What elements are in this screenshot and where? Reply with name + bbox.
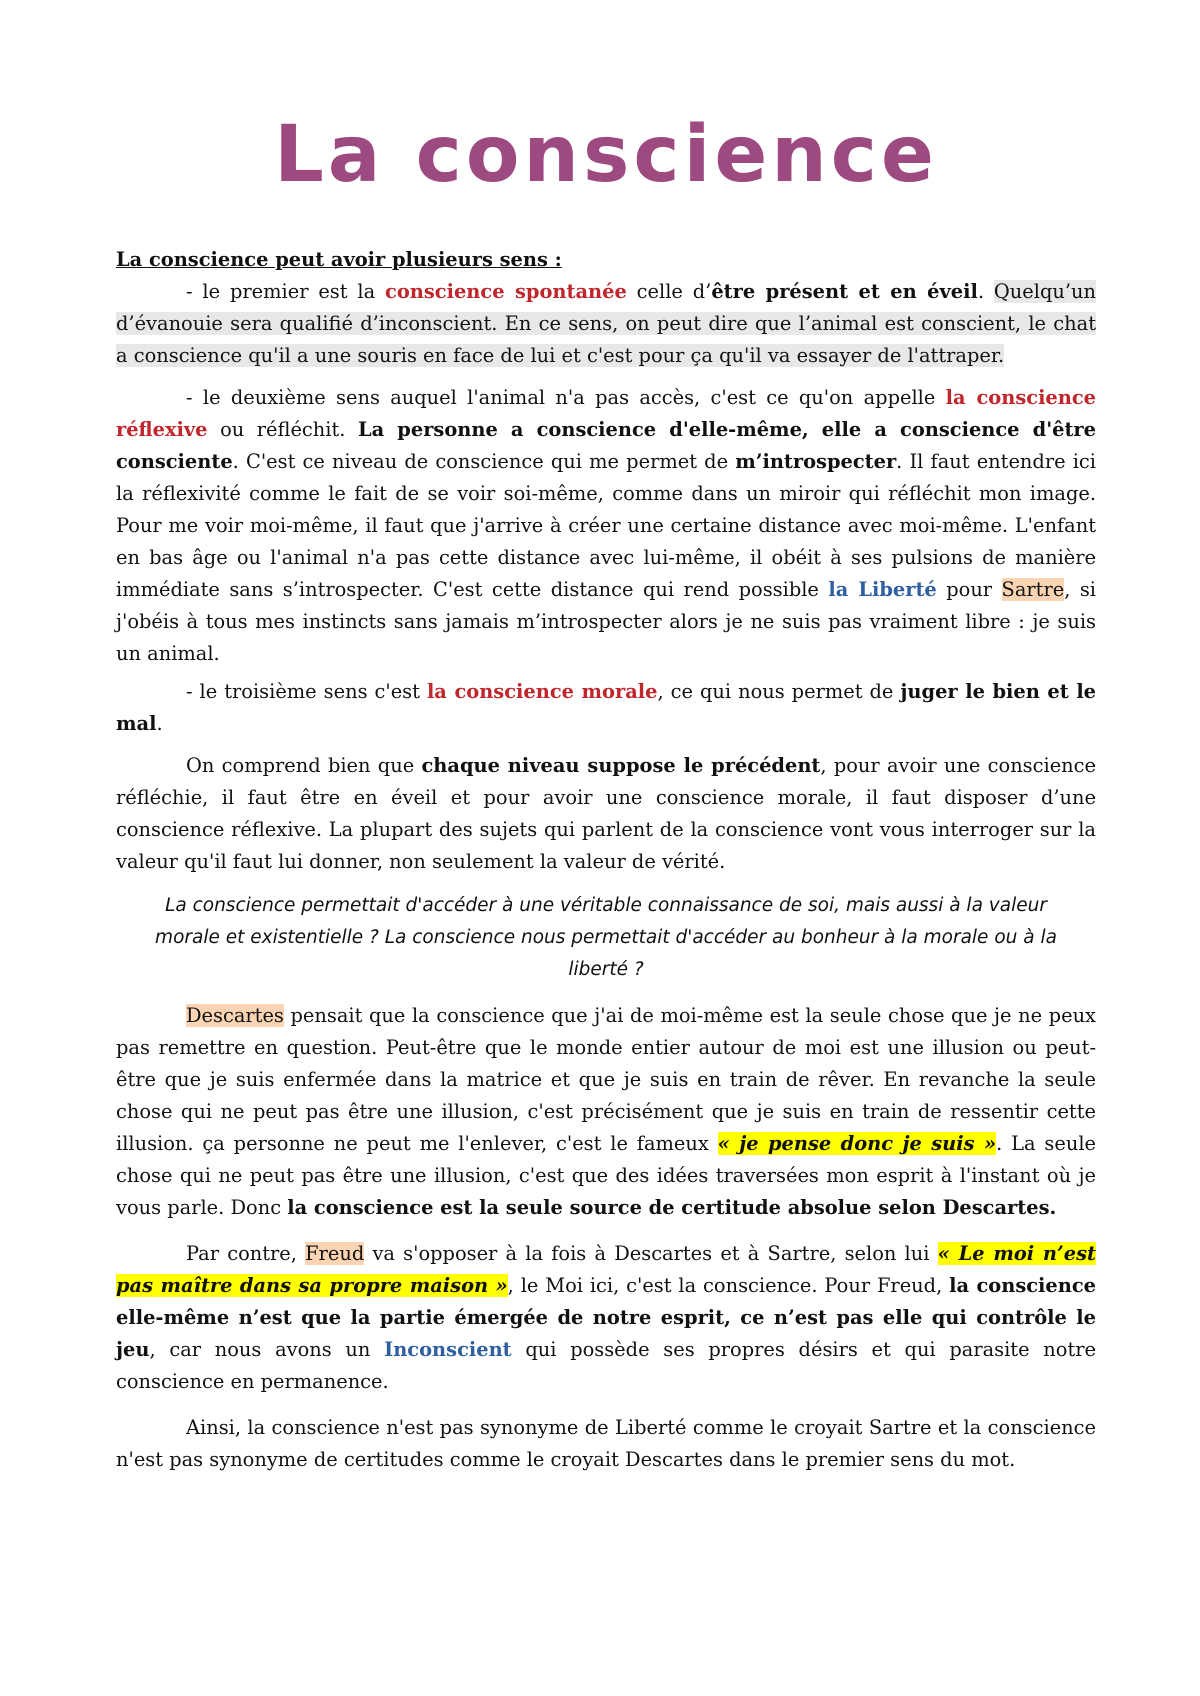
name-descartes: Descartes xyxy=(186,1004,284,1027)
term-conscience-morale: la conscience morale xyxy=(426,680,658,703)
bold-text: être présent et en éveil xyxy=(711,280,978,303)
text: - le premier est la xyxy=(186,280,386,303)
intro-heading: La conscience peut avoir plusieurs sens : xyxy=(116,248,562,271)
paragraph-sens-2 xyxy=(116,382,1096,670)
highlighted-quote: « je pense donc je suis » xyxy=(717,1132,997,1155)
text: , si j'obéis à tous mes instincts sans jamais m’introspecter alors je ne suis pas vraiment libre : je suis un animal. xyxy=(116,578,1096,665)
text: . La seule chose qui ne peut pas être une illusion, c'est que des idées traversées mon esprit à l'instant où je vous parle. Donc xyxy=(116,1132,1097,1219)
text: - le troisième sens c'est xyxy=(186,680,427,703)
text: va s'opposer à la fois à Descartes et à Sartre, selon lui xyxy=(364,1242,938,1265)
text: pour xyxy=(936,578,1002,601)
term-liberte: la Liberté xyxy=(828,578,937,601)
paragraph-conclusion: Ainsi, la conscience n'est pas synonyme de Liberté comme le croyait Sartre et la conscience n'est pas synonyme de certitudes comme le croyait Descartes dans le premier sens du mot. xyxy=(116,1416,1096,1471)
text: , le Moi ici, c'est la conscience. Pour Freud, xyxy=(507,1274,950,1297)
text: . Il faut entendre ici la réflexivité comme le fait de se voir soi-même, comme dans un miroir qui réfléchit mon image. Pour me voir moi-même, il faut que j'arrive à créer une certaine distance avec moi-même. L'enfant en bas âge ou l'animal n'a pas cette distance avec lui-même, il obéit à ses pulsions de manière immédiate sans s’introspecter. C'est cette distance qui rend possible xyxy=(116,450,1096,601)
name-freud: Freud xyxy=(305,1242,365,1265)
bold-text: juger le bien et le mal xyxy=(116,680,1097,735)
bold-text: la conscience est la seule source de certitude absolue selon Descartes. xyxy=(287,1196,1057,1219)
paragraph-freud xyxy=(116,1238,1096,1398)
bold-text: la conscience elle-même n’est que la partie émergée de notre esprit, ce n’est pas elle qui contrôle le jeu xyxy=(116,1274,1096,1361)
text: On comprend bien que xyxy=(186,754,422,777)
term-conscience-spontanee: conscience spontanée xyxy=(385,280,627,303)
text: , ce qui nous permet de xyxy=(657,680,901,703)
text: - le deuxième sens auquel l'animal n'a pas accès, c'est ce qu'on appelle xyxy=(186,386,946,409)
document-page xyxy=(116,110,1096,1476)
text: . xyxy=(977,280,994,303)
text: qui possède ses propres désirs et qui parasite notre conscience en permanence. xyxy=(116,1338,1096,1393)
text: , pour avoir une conscience réfléchie, il faut être en éveil et pour avoir une conscience morale, il faut disposer d’une conscience réflexive. La plupart des sujets qui parlent de la conscience vont vous interroger sur la valeur qu'il faut lui donner, non seulement la valeur de vérité. xyxy=(116,754,1096,873)
text: celle d’ xyxy=(626,280,712,303)
name-sartre: Sartre xyxy=(1001,578,1065,601)
text: Par contre, xyxy=(186,1242,306,1265)
text: pensait que la conscience que j'ai de moi-même est la seule chose que je ne peux pas remettre en question. Peut-être que le monde entier autour de moi est une illusion ou peut-être que je suis enfermée dans la matrice et que je suis en train de rêver. En revanche la seule chose qui ne peut pas être une illusion, c'est précisément que je suis en train de ressentir cette illusion. ça personne ne peut me l'enlever, c'est le fameux xyxy=(116,1004,1096,1155)
highlighted-quote: « Le moi n’est pas maître dans sa propre maison » xyxy=(116,1242,1096,1297)
question-quote: La conscience permettait d'accéder à une véritable connaissance de soi, mais aussi à la valeur morale et existentielle ? La conscience nous permettait d'accéder au bonheur à la morale ou à la liberté ? xyxy=(155,895,1057,980)
bold-text: La personne a conscience d'elle-même, elle a conscience d'être consciente xyxy=(116,418,1096,473)
text: . C'est ce niveau de conscience qui me permet de xyxy=(232,450,736,473)
paragraph-descartes xyxy=(116,1000,1096,1224)
bold-text: m’introspecter xyxy=(735,450,897,473)
page-title: La conscience xyxy=(274,110,938,200)
text: . xyxy=(156,712,163,735)
term-conscience-reflexive: la conscience réflexive xyxy=(116,386,1097,441)
paragraph-sens-1 xyxy=(116,276,1096,372)
text: ou réfléchit. xyxy=(207,418,358,441)
term-inconscient: Inconscient xyxy=(384,1338,512,1361)
paragraph-niveau xyxy=(116,750,1096,878)
paragraph-sens-3 xyxy=(116,676,1096,740)
bold-text: chaque niveau suppose le précédent xyxy=(421,754,821,777)
text: , car nous avons un xyxy=(149,1338,385,1361)
highlighted-text: Quelqu’un d’évanouie sera qualifié d’inconscient. En ce sens, on peut dire que l’animal est conscient, le chat a conscience qu'il a une souris en face de lui et c'est pour ça qu'il va essayer de l'attraper. xyxy=(116,280,1096,367)
